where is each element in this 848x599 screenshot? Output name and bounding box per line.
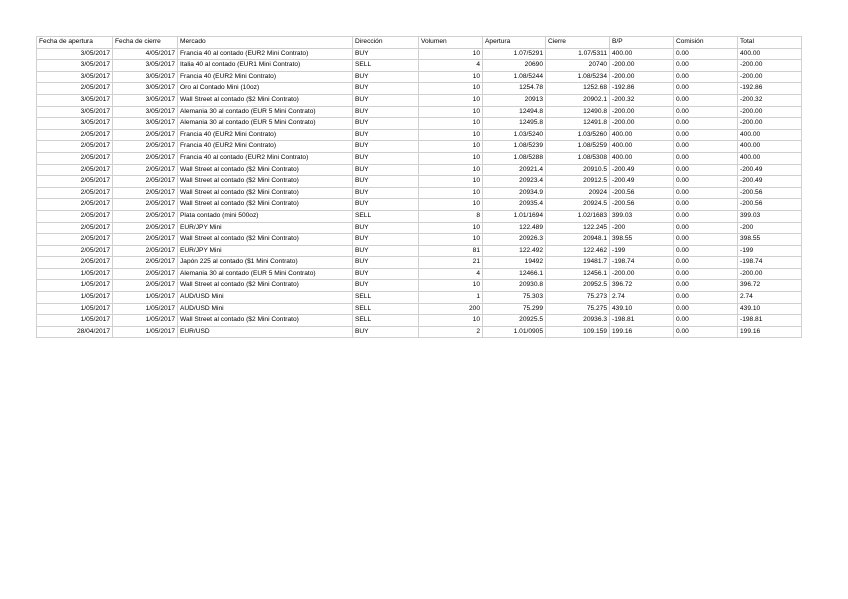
close-price-cell: 12491.8	[546, 118, 610, 130]
close-date-cell: 3/05/2017	[113, 118, 178, 130]
pl-cell: -198.81	[610, 315, 674, 327]
total-cell: -200.49	[738, 176, 802, 188]
table-row	[37, 129, 802, 141]
close-price-cell: 1252.68	[546, 83, 610, 95]
table-row	[37, 199, 802, 211]
column-header: Comisión	[674, 37, 738, 49]
volume-cell: 10	[419, 106, 483, 118]
close-price-cell: 19481.7	[546, 257, 610, 269]
column-header: Total	[738, 37, 802, 49]
close-price-cell: 20902.1	[546, 94, 610, 106]
table-row	[37, 234, 802, 246]
total-cell: -200.00	[738, 60, 802, 72]
open-price-cell: 19492	[483, 257, 546, 269]
direction-cell: BUY	[353, 176, 419, 188]
pl-cell: 2.74	[610, 292, 674, 304]
market-cell: EUR/JPY Mini	[178, 245, 353, 257]
commission-cell: 0.00	[674, 245, 738, 257]
direction-cell: BUY	[353, 326, 419, 338]
header-row	[37, 37, 802, 49]
close-date-cell: 3/05/2017	[113, 83, 178, 95]
close-date-cell: 2/05/2017	[113, 268, 178, 280]
direction-cell: BUY	[353, 152, 419, 164]
open-date-cell: 2/05/2017	[37, 234, 113, 246]
direction-cell: BUY	[353, 257, 419, 269]
close-date-cell: 2/05/2017	[113, 257, 178, 269]
open-date-cell: 3/05/2017	[37, 118, 113, 130]
direction-cell: SELL	[353, 315, 419, 327]
pl-cell: -200.56	[610, 199, 674, 211]
close-price-cell: 12456.1	[546, 268, 610, 280]
table-row	[37, 48, 802, 60]
close-price-cell: 1.08/5259	[546, 141, 610, 153]
commission-cell: 0.00	[674, 315, 738, 327]
market-cell: Wall Street al contado ($2 Mini Contrato)	[178, 315, 353, 327]
table-row	[37, 118, 802, 130]
open-date-cell: 3/05/2017	[37, 71, 113, 83]
table-row	[37, 315, 802, 327]
market-cell: Alemania 30 al contado (EUR 5 Mini Contrato)	[178, 106, 353, 118]
column-header: Cierre	[546, 37, 610, 49]
market-cell: EUR/USD	[178, 326, 353, 338]
open-price-cell: 20934.9	[483, 187, 546, 199]
table-row	[37, 141, 802, 153]
column-header: Volumen	[419, 37, 483, 49]
market-cell: Francia 40 (EUR2 Mini Contrato)	[178, 71, 353, 83]
direction-cell: SELL	[353, 303, 419, 315]
commission-cell: 0.00	[674, 268, 738, 280]
close-price-cell: 20936.3	[546, 315, 610, 327]
open-date-cell: 2/05/2017	[37, 199, 113, 211]
pl-cell: -200.49	[610, 164, 674, 176]
close-price-cell: 75.275	[546, 303, 610, 315]
close-date-cell: 3/05/2017	[113, 106, 178, 118]
table-row	[37, 210, 802, 222]
close-price-cell: 20910.5	[546, 164, 610, 176]
open-price-cell: 20690	[483, 60, 546, 72]
pl-cell: -198.74	[610, 257, 674, 269]
close-price-cell: 12490.8	[546, 106, 610, 118]
market-cell: AUD/USD Mini	[178, 292, 353, 304]
close-date-cell: 3/05/2017	[113, 60, 178, 72]
table-row	[37, 187, 802, 199]
column-header: Apertura	[483, 37, 546, 49]
pl-cell: -200	[610, 222, 674, 234]
table-row	[37, 292, 802, 304]
direction-cell: BUY	[353, 129, 419, 141]
pl-cell: 396.72	[610, 280, 674, 292]
commission-cell: 0.00	[674, 48, 738, 60]
total-cell: 400.00	[738, 129, 802, 141]
open-price-cell: 12494.8	[483, 106, 546, 118]
table-row	[37, 268, 802, 280]
close-date-cell: 2/05/2017	[113, 280, 178, 292]
market-cell: Oro al Contado Mini (10oz)	[178, 83, 353, 95]
table-row	[37, 257, 802, 269]
commission-cell: 0.00	[674, 187, 738, 199]
volume-cell: 21	[419, 257, 483, 269]
column-header: B/P	[610, 37, 674, 49]
close-price-cell: 20924.5	[546, 199, 610, 211]
close-date-cell: 1/05/2017	[113, 292, 178, 304]
open-date-cell: 28/04/2017	[37, 326, 113, 338]
volume-cell: 2	[419, 326, 483, 338]
close-date-cell: 2/05/2017	[113, 129, 178, 141]
market-cell: Wall Street al contado ($2 Mini Contrato)	[178, 164, 353, 176]
commission-cell: 0.00	[674, 106, 738, 118]
trades-table	[36, 36, 802, 338]
open-price-cell: 12495.8	[483, 118, 546, 130]
total-cell: -200.00	[738, 71, 802, 83]
close-price-cell: 1.07/5311	[546, 48, 610, 60]
direction-cell: SELL	[353, 210, 419, 222]
market-cell: AUD/USD Mini	[178, 303, 353, 315]
volume-cell: 10	[419, 199, 483, 211]
total-cell: 400.00	[738, 152, 802, 164]
volume-cell: 10	[419, 176, 483, 188]
pl-cell: -200.00	[610, 118, 674, 130]
volume-cell: 81	[419, 245, 483, 257]
commission-cell: 0.00	[674, 129, 738, 141]
pl-cell: 400.00	[610, 48, 674, 60]
direction-cell: BUY	[353, 268, 419, 280]
open-price-cell: 20926.3	[483, 234, 546, 246]
table-row	[37, 60, 802, 72]
total-cell: 400.00	[738, 141, 802, 153]
total-cell: -200.00	[738, 268, 802, 280]
total-cell: -192.86	[738, 83, 802, 95]
open-price-cell: 75.299	[483, 303, 546, 315]
commission-cell: 0.00	[674, 257, 738, 269]
total-cell: -200.00	[738, 106, 802, 118]
market-cell: Alemania 30 al contado (EUR 5 Mini Contrato)	[178, 118, 353, 130]
pl-cell: 399.03	[610, 210, 674, 222]
open-price-cell: 1.07/5291	[483, 48, 546, 60]
market-cell: Alemania 30 al contado (EUR 5 Mini Contrato)	[178, 268, 353, 280]
open-date-cell: 2/05/2017	[37, 129, 113, 141]
volume-cell: 10	[419, 315, 483, 327]
close-date-cell: 2/05/2017	[113, 234, 178, 246]
total-cell: 396.72	[738, 280, 802, 292]
table-row	[37, 83, 802, 95]
commission-cell: 0.00	[674, 83, 738, 95]
total-cell: -200.00	[738, 118, 802, 130]
direction-cell: BUY	[353, 245, 419, 257]
open-price-cell: 20935.4	[483, 199, 546, 211]
open-date-cell: 3/05/2017	[37, 94, 113, 106]
open-price-cell: 20913	[483, 94, 546, 106]
close-date-cell: 3/05/2017	[113, 94, 178, 106]
open-price-cell: 122.492	[483, 245, 546, 257]
volume-cell: 10	[419, 71, 483, 83]
close-price-cell: 1.02/1683	[546, 210, 610, 222]
total-cell: -200.56	[738, 187, 802, 199]
pl-cell: -199	[610, 245, 674, 257]
pl-cell: 199.16	[610, 326, 674, 338]
volume-cell: 10	[419, 222, 483, 234]
direction-cell: BUY	[353, 94, 419, 106]
pl-cell: -200.49	[610, 176, 674, 188]
table-row	[37, 176, 802, 188]
open-date-cell: 2/05/2017	[37, 176, 113, 188]
direction-cell: BUY	[353, 118, 419, 130]
commission-cell: 0.00	[674, 326, 738, 338]
volume-cell: 200	[419, 303, 483, 315]
commission-cell: 0.00	[674, 141, 738, 153]
total-cell: -200.32	[738, 94, 802, 106]
open-date-cell: 2/05/2017	[37, 187, 113, 199]
open-date-cell: 2/05/2017	[37, 164, 113, 176]
direction-cell: BUY	[353, 234, 419, 246]
pl-cell: -200.00	[610, 71, 674, 83]
pl-cell: -200.00	[610, 106, 674, 118]
spreadsheet	[36, 36, 802, 338]
commission-cell: 0.00	[674, 71, 738, 83]
commission-cell: 0.00	[674, 303, 738, 315]
pl-cell: 400.00	[610, 129, 674, 141]
table-row	[37, 106, 802, 118]
open-price-cell: 1.01/0905	[483, 326, 546, 338]
volume-cell: 4	[419, 60, 483, 72]
total-cell: -200.56	[738, 199, 802, 211]
pl-cell: -200.56	[610, 187, 674, 199]
open-date-cell: 1/05/2017	[37, 280, 113, 292]
commission-cell: 0.00	[674, 210, 738, 222]
commission-cell: 0.00	[674, 222, 738, 234]
close-date-cell: 1/05/2017	[113, 326, 178, 338]
total-cell: 399.03	[738, 210, 802, 222]
open-date-cell: 2/05/2017	[37, 210, 113, 222]
close-price-cell: 75.273	[546, 292, 610, 304]
market-cell: Wall Street al contado ($2 Mini Contrato)	[178, 280, 353, 292]
total-cell: -198.81	[738, 315, 802, 327]
close-date-cell: 1/05/2017	[113, 303, 178, 315]
volume-cell: 10	[419, 94, 483, 106]
market-cell: Francia 40 (EUR2 Mini Contrato)	[178, 129, 353, 141]
pl-cell: 400.00	[610, 152, 674, 164]
open-date-cell: 2/05/2017	[37, 245, 113, 257]
open-price-cell: 1.08/5244	[483, 71, 546, 83]
open-date-cell: 3/05/2017	[37, 106, 113, 118]
pl-cell: -192.86	[610, 83, 674, 95]
table-body	[37, 48, 802, 338]
open-price-cell: 122.489	[483, 222, 546, 234]
open-date-cell: 1/05/2017	[37, 303, 113, 315]
open-price-cell: 12466.1	[483, 268, 546, 280]
commission-cell: 0.00	[674, 152, 738, 164]
close-date-cell: 2/05/2017	[113, 152, 178, 164]
pl-cell: -200.00	[610, 268, 674, 280]
volume-cell: 10	[419, 141, 483, 153]
column-header: Fecha de cierre	[113, 37, 178, 49]
table-row	[37, 71, 802, 83]
total-cell: -198.74	[738, 257, 802, 269]
open-price-cell: 20930.8	[483, 280, 546, 292]
market-cell: Japón 225 al contado ($1 Mini Contrato)	[178, 257, 353, 269]
direction-cell: BUY	[353, 222, 419, 234]
commission-cell: 0.00	[674, 94, 738, 106]
open-date-cell: 1/05/2017	[37, 292, 113, 304]
open-date-cell: 1/05/2017	[37, 315, 113, 327]
total-cell: -199	[738, 245, 802, 257]
volume-cell: 10	[419, 118, 483, 130]
open-date-cell: 2/05/2017	[37, 222, 113, 234]
close-price-cell: 20924	[546, 187, 610, 199]
market-cell: Wall Street al contado ($2 Mini Contrato)	[178, 94, 353, 106]
close-date-cell: 2/05/2017	[113, 199, 178, 211]
pl-cell: 398.55	[610, 234, 674, 246]
open-date-cell: 1/05/2017	[37, 268, 113, 280]
market-cell: Wall Street al contado ($2 Mini Contrato)	[178, 176, 353, 188]
open-price-cell: 1.08/5288	[483, 152, 546, 164]
table-row	[37, 303, 802, 315]
open-date-cell: 3/05/2017	[37, 48, 113, 60]
pl-cell: -200.00	[610, 60, 674, 72]
close-price-cell: 122.245	[546, 222, 610, 234]
close-date-cell: 1/05/2017	[113, 315, 178, 327]
close-date-cell: 2/05/2017	[113, 187, 178, 199]
open-price-cell: 75.303	[483, 292, 546, 304]
open-price-cell: 1254.78	[483, 83, 546, 95]
total-cell: 199.16	[738, 326, 802, 338]
direction-cell: BUY	[353, 106, 419, 118]
commission-cell: 0.00	[674, 234, 738, 246]
table-row	[37, 152, 802, 164]
direction-cell: BUY	[353, 48, 419, 60]
total-cell: 2.74	[738, 292, 802, 304]
volume-cell: 10	[419, 152, 483, 164]
close-price-cell: 122.462	[546, 245, 610, 257]
volume-cell: 10	[419, 164, 483, 176]
market-cell: Plata contado (mini 500oz)	[178, 210, 353, 222]
volume-cell: 10	[419, 48, 483, 60]
column-header: Dirección	[353, 37, 419, 49]
total-cell: 398.55	[738, 234, 802, 246]
commission-cell: 0.00	[674, 60, 738, 72]
direction-cell: BUY	[353, 141, 419, 153]
table-row	[37, 245, 802, 257]
market-cell: Italia 40 al contado (EUR1 Mini Contrato)	[178, 60, 353, 72]
market-cell: EUR/JPY Mini	[178, 222, 353, 234]
open-date-cell: 3/05/2017	[37, 60, 113, 72]
volume-cell: 8	[419, 210, 483, 222]
commission-cell: 0.00	[674, 118, 738, 130]
open-date-cell: 2/05/2017	[37, 141, 113, 153]
volume-cell: 1	[419, 292, 483, 304]
total-cell: 439.10	[738, 303, 802, 315]
direction-cell: BUY	[353, 71, 419, 83]
open-price-cell: 20925.5	[483, 315, 546, 327]
close-date-cell: 2/05/2017	[113, 245, 178, 257]
close-price-cell: 1.08/5308	[546, 152, 610, 164]
close-price-cell: 1.08/5234	[546, 71, 610, 83]
volume-cell: 4	[419, 268, 483, 280]
direction-cell: BUY	[353, 199, 419, 211]
market-cell: Francia 40 al contado (EUR2 Mini Contrato)	[178, 152, 353, 164]
close-price-cell: 109.159	[546, 326, 610, 338]
open-date-cell: 2/05/2017	[37, 83, 113, 95]
table-row	[37, 222, 802, 234]
market-cell: Wall Street al contado ($2 Mini Contrato)	[178, 234, 353, 246]
direction-cell: BUY	[353, 280, 419, 292]
volume-cell: 10	[419, 83, 483, 95]
table-row	[37, 326, 802, 338]
market-cell: Wall Street al contado ($2 Mini Contrato)	[178, 187, 353, 199]
volume-cell: 10	[419, 280, 483, 292]
commission-cell: 0.00	[674, 292, 738, 304]
column-header: Mercado	[178, 37, 353, 49]
close-date-cell: 2/05/2017	[113, 141, 178, 153]
total-cell: -200	[738, 222, 802, 234]
pl-cell: -200.32	[610, 94, 674, 106]
close-date-cell: 2/05/2017	[113, 176, 178, 188]
open-price-cell: 1.08/5239	[483, 141, 546, 153]
direction-cell: SELL	[353, 60, 419, 72]
commission-cell: 0.00	[674, 176, 738, 188]
close-price-cell: 20740	[546, 60, 610, 72]
market-cell: Wall Street al contado ($2 Mini Contrato)	[178, 199, 353, 211]
open-price-cell: 20921.4	[483, 164, 546, 176]
close-price-cell: 1.03/5260	[546, 129, 610, 141]
open-price-cell: 20923.4	[483, 176, 546, 188]
commission-cell: 0.00	[674, 199, 738, 211]
open-date-cell: 2/05/2017	[37, 257, 113, 269]
close-date-cell: 2/05/2017	[113, 210, 178, 222]
column-header: Fecha de apertura	[37, 37, 113, 49]
pl-cell: 439.10	[610, 303, 674, 315]
total-cell: -200.49	[738, 164, 802, 176]
direction-cell: BUY	[353, 83, 419, 95]
market-cell: Francia 40 al contado (EUR2 Mini Contrato)	[178, 48, 353, 60]
close-price-cell: 20948.1	[546, 234, 610, 246]
volume-cell: 10	[419, 129, 483, 141]
total-cell: 400.00	[738, 48, 802, 60]
market-cell: Francia 40 (EUR2 Mini Contrato)	[178, 141, 353, 153]
table-row	[37, 280, 802, 292]
close-date-cell: 3/05/2017	[113, 71, 178, 83]
close-date-cell: 4/05/2017	[113, 48, 178, 60]
commission-cell: 0.00	[674, 164, 738, 176]
pl-cell: 400.00	[610, 141, 674, 153]
commission-cell: 0.00	[674, 280, 738, 292]
direction-cell: SELL	[353, 292, 419, 304]
volume-cell: 10	[419, 234, 483, 246]
open-date-cell: 2/05/2017	[37, 152, 113, 164]
direction-cell: BUY	[353, 187, 419, 199]
close-price-cell: 20912.5	[546, 176, 610, 188]
table-row	[37, 94, 802, 106]
table-row	[37, 164, 802, 176]
close-date-cell: 2/05/2017	[113, 164, 178, 176]
open-price-cell: 1.03/5240	[483, 129, 546, 141]
direction-cell: BUY	[353, 164, 419, 176]
open-price-cell: 1.01/1694	[483, 210, 546, 222]
volume-cell: 10	[419, 187, 483, 199]
close-price-cell: 20952.5	[546, 280, 610, 292]
close-date-cell: 2/05/2017	[113, 222, 178, 234]
